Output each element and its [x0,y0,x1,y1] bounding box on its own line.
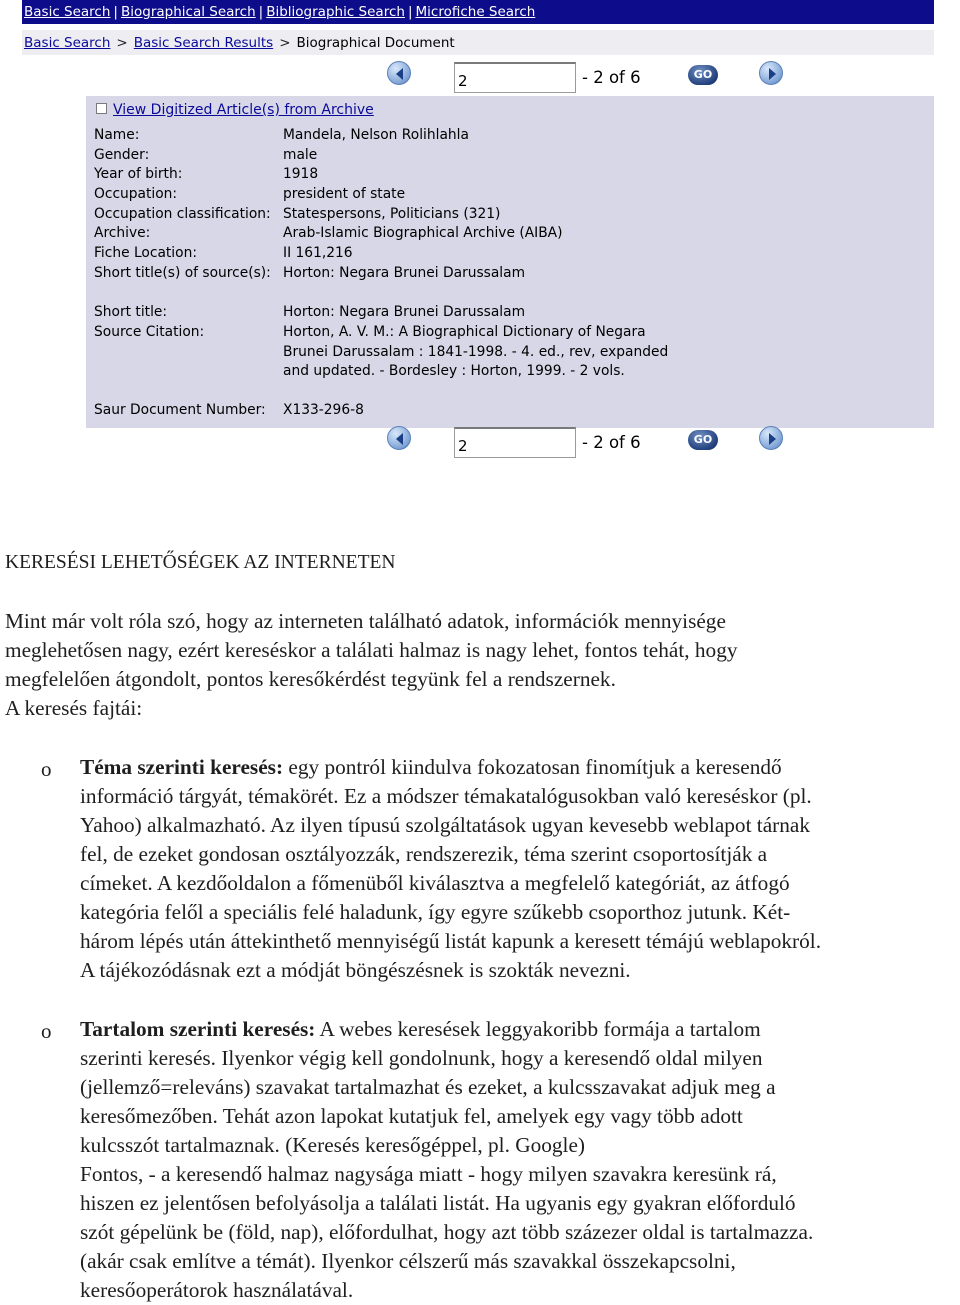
go-button[interactable]: GO [688,430,718,450]
field-label: Fiche Location: [94,245,197,261]
field-label: Archive: [94,225,151,241]
arrow-right-icon [765,67,779,81]
paragraph-line: A keresés fajtái: [5,696,143,720]
bullet-marker: o [41,1019,52,1043]
bullet-first-line [80,1019,761,1040]
field-value: Horton: Negara Brunei Darussalam [283,265,526,281]
field-value: 1918 [283,166,319,182]
page-number-input[interactable] [454,62,576,93]
breadcrumb [22,30,934,55]
page-number-input[interactable] [454,427,576,458]
paragraph-line: meglehetősen nagy, ezért kereséskor a találati halmaz is nagy lehet, fontos tehát, hogy [5,638,738,662]
bullet-line: keresőoperátorok használatával. [80,1278,354,1302]
short-title-label: Short title: [94,304,168,320]
paragraph-line: megfelelően átgondolt, pontos keresőkérdést tegyünk fel a rendszernek. [5,667,616,691]
tab-bibliographic-search[interactable]: Bibliographic Search [266,4,405,20]
top-nav [22,0,934,24]
breadcrumb-basic-search[interactable]: Basic Search [24,34,111,51]
pager-bottom [0,425,960,459]
bullet-line: keresőmezőben. Tehát azon lapokat kutatjuk fel, amelyek egy vagy több adott [80,1104,743,1128]
bullet-line: három lépés után áttekinthető mennyiségű listát kapunk a keresett témájú weblapokról. [80,929,822,953]
bullet-line: kulcsszót tartalmaznak. (Keresés keresőgéppel, pl. Google) [80,1133,586,1157]
pager-top [0,60,960,94]
next-button[interactable] [759,426,783,450]
bullet-line: kategória felől a speciális felé haladunk, így egyre szűkebb csoporthoz jutunk. Két- [80,900,791,924]
arrow-left-icon [393,67,407,81]
view-digitized-link[interactable]: View Digitized Article(s) from Archive [113,102,374,118]
bullet-line: (jellemző=releváns) szavakat tartalmazhat és ezeket, a kulcsszavakat adjuk meg a [80,1075,776,1099]
bullet-marker: o [41,757,52,781]
field-label: Name: [94,127,140,143]
field-label: Gender: [94,147,150,163]
field-value: Statespersons, Politicians (321) [283,206,501,222]
tab-separator: | [407,4,413,20]
bullet-line: A tájékozódásnak ezt a módját böngészésnek is szokták nevezni. [80,958,631,982]
prev-button[interactable] [387,61,411,85]
source-citation-line: Horton, A. V. M.: A Biographical Dictionary of Negara [283,324,646,340]
bullet-first-line [80,757,782,778]
bullet-line: (akár csak említve a témát). Ilyenkor célszerű más szavakkal összekapcsolni, [80,1249,736,1273]
breadcrumb-separator: > [279,34,291,51]
bullet-line: címeket. A kezdőoldalon a főmenüből kiválasztva a megfelelő kategóriát, az átfogó [80,871,790,895]
short-title-value: Horton: Negara Brunei Darussalam [283,304,526,320]
page-count: - 2 of 6 [582,433,641,452]
field-label: Occupation: [94,186,178,202]
breadcrumb-current: Biographical Document [296,34,455,51]
page-count: - 2 of 6 [582,68,641,87]
tab-biographical-search[interactable]: Biographical Search [120,4,256,20]
tab-microfiche-search[interactable]: Microfiche Search [415,4,536,20]
bullet-line: Yahoo) alkalmazható. Az ilyen típusú szolgáltatások ugyan kevesebb weblapot tárnak [80,813,811,837]
arrow-right-icon [765,432,779,446]
source-citation-line: Brunei Darussalam : 1841-1998. - 4. ed., rev, expanded [283,344,669,360]
field-label: Short title(s) of source(s): [94,265,271,281]
bullet-title: Téma szerinti keresés: [80,755,284,779]
bullet-line: fel, de ezeket gondosan osztályozzák, rendszerezik, téma szerint csoportosítják a [80,842,768,866]
biographical-record [86,96,934,428]
bullet-line: szerinti keresés. Ilyenkor végig kell gondolnunk, hogy a keresendő oldal milyen [80,1046,763,1070]
bullet-text: egy pontról kiindulva fokozatosan finomítjuk a keresendő [283,755,782,779]
tab-separator: | [258,4,264,20]
field-value: Arab-Islamic Biographical Archive (AIBA) [283,225,563,241]
prev-button[interactable] [387,426,411,450]
go-button[interactable]: GO [688,65,718,85]
field-label: Occupation classification: [94,206,271,222]
tab-basic-search[interactable]: Basic Search [24,4,111,20]
view-digitized-checkbox[interactable] [96,103,107,114]
doc-number-label: Saur Document Number: [94,402,266,418]
breadcrumb-separator: > [116,34,128,51]
bullet-title: Tartalom szerinti keresés: [80,1017,316,1041]
bullet-line: Fontos, - a keresendő halmaz nagysága miatt - hogy milyen szavakra keresünk rá, [80,1162,777,1186]
tab-separator: | [113,4,118,20]
next-button[interactable] [759,61,783,85]
bullet-line: hiszen ez jelentősen befolyásolja a találati listát. Ha ugyanis egy gyakran előforduló [80,1191,796,1215]
paragraph-line: Mint már volt róla szó, hogy az interneten található adatok, információk mennyisége [5,609,726,633]
section-heading: KERESÉSI LEHETŐSÉGEK AZ INTERNETEN [5,552,396,573]
field-label: Year of birth: [94,166,183,182]
bullet-line: szót gépelünk be (föld, nap), előfordulhat, hogy azt több százezer oldal is tartalmazza. [80,1220,814,1244]
source-citation-label: Source Citation: [94,324,205,340]
view-digitized-row [96,102,374,118]
breadcrumb-basic-search-results[interactable]: Basic Search Results [133,34,274,51]
arrow-left-icon [393,432,407,446]
field-value: Mandela, Nelson Rolihlahla [283,127,469,143]
field-value: II 161,216 [283,245,353,261]
field-value: male [283,147,318,163]
bullet-text: A webes keresések leggyakoribb formája a tartalom [315,1017,761,1041]
bullet-line: információ tárgyát, témakörét. Ez a módszer témakatalógusokban való kereséskor (pl. [80,784,812,808]
field-value: president of state [283,186,406,202]
source-citation-line: and updated. - Bordesley : Horton, 1999. - 2 vols. [283,363,625,379]
doc-number-value: X133-296-8 [283,402,364,418]
